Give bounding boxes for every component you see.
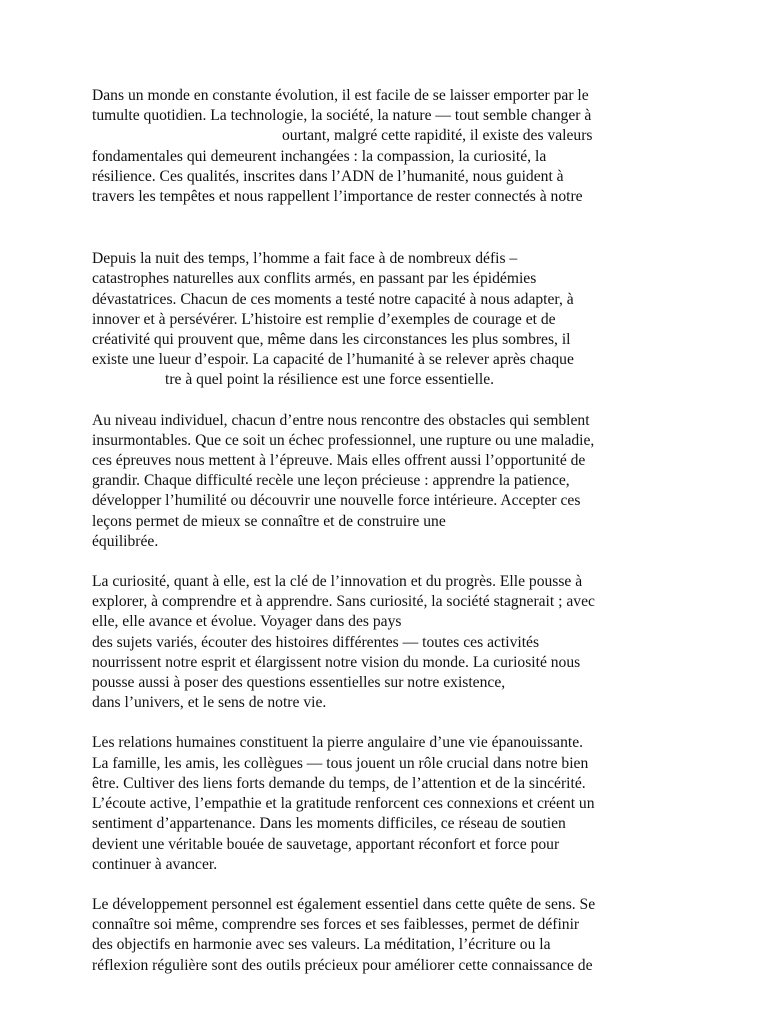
text-line: travers les tempêtes et nous rappellent l’importance de rester connectés à notre (92, 188, 583, 206)
text-line: catastrophes naturelles aux conflits armés, en passant par les épidémies (92, 270, 537, 288)
text-line: être. Cultiver des liens forts demande du temps, de l’attention et de la sincérité. (92, 774, 586, 792)
text-line: nourrissent notre esprit et élargissent notre vision du monde. La curiosité nous (92, 653, 581, 671)
text-line: insurmontables. Que ce soit un échec professionnel, une rupture ou une maladie, (92, 431, 595, 449)
text-line: leçons permet de mieux se connaître et de construire une (92, 512, 446, 530)
text-line: équilibrée. (92, 532, 159, 550)
text-line: tumulte quotidien. La technologie, la société, la nature — tout semble changer à (92, 107, 592, 125)
text-line: dévastatrices. Chacun de ces moments a testé notre capacité à nous adapter, à (92, 290, 574, 308)
text-line: fondamentales qui demeurent inchangées : la compassion, la curiosité, la (92, 147, 547, 165)
paragraph-spacer (92, 207, 682, 249)
text-line: L’écoute active, l’empathie et la gratitude renforcent ces connexions et créent un (92, 795, 595, 813)
text-line: Depuis la nuit des temps, l’homme a fait face à de nombreux défis – (92, 250, 518, 268)
text-line: des objectifs en harmonie avec ses valeurs. La méditation, l’écriture ou la (92, 936, 551, 954)
text-line: Au niveau individuel, chacun d’entre nous rencontre des obstacles qui semblent (92, 411, 590, 429)
text-line: résilience. Ces qualités, inscrites dans l’ADN de l’humanité, nous guident à (92, 167, 564, 185)
paragraph-spacer (92, 391, 682, 411)
text-line: connaître soi même, comprendre ses forces et ses faiblesses, permet de définir (92, 916, 580, 934)
text-line: des sujets variés, écouter des histoires différentes — toutes ces activités (92, 633, 540, 651)
paragraph-2 (92, 249, 682, 390)
text-line: Le développement personnel est également essentiel dans cette quête de sens. Se (92, 895, 596, 913)
document-page (92, 86, 682, 976)
paragraph-spacer (92, 713, 682, 733)
text-line: ces épreuves nous mettent à l’épreuve. Mais elles offrent aussi l’opportunité de (92, 452, 586, 470)
text-line: Les relations humaines constituent la pierre angulaire d’une vie épanouissante. (92, 734, 584, 752)
text-line: pousse aussi à poser des questions essentielles sur notre existence, (92, 674, 506, 692)
text-line: réflexion régulière sont des outils précieux pour améliorer cette connaissance de (92, 956, 593, 974)
text-line: grandir. Chaque difficulté recèle une leçon précieuse : apprendre la patience, (92, 472, 570, 490)
text-line: elle, elle avance et évolue. Voyager dans des pays (92, 613, 402, 631)
paragraph-spacer (92, 552, 682, 572)
text-line: continuer à avancer. (92, 855, 218, 873)
text-line: existe une lueur d’espoir. La capacité de l’humanité à se relever après chaque (92, 351, 574, 369)
text-line: tre à quel point la résilience est une force essentielle. (165, 371, 495, 389)
text-line: explorer, à comprendre et à apprendre. Sans curiosité, la société stagnerait ; avec (92, 593, 595, 611)
text-line: Dans un monde en constante évolution, il est facile de se laisser emporter par le (92, 87, 589, 104)
text-line: dans l’univers, et le sens de notre vie. (92, 694, 327, 712)
text-line: La curiosité, quant à elle, est la clé de l’innovation et du progrès. Elle pousse à (92, 573, 583, 591)
paragraph-5 (92, 733, 682, 874)
paragraph-3 (92, 411, 682, 552)
text-line: développer l’humilité ou découvrir une nouvelle force intérieure. Accepter ces (92, 492, 581, 510)
paragraph-spacer (92, 875, 682, 895)
text-line: devient une véritable bouée de sauvetage, apportant réconfort et force pour (92, 835, 560, 853)
text-line: créativité qui prouvent que, même dans les circonstances les plus sombres, il (92, 331, 571, 349)
text-line: sentiment d’appartenance. Dans les moments difficiles, ce réseau de soutien (92, 815, 566, 833)
text-line: La famille, les amis, les collègues — tous jouent un rôle crucial dans notre bien (92, 754, 589, 772)
paragraph-4 (92, 572, 682, 713)
paragraph-6 (92, 895, 682, 976)
text-line: innover et à persévérer. L’histoire est remplie d’exemples de courage et de (92, 310, 556, 328)
paragraph-1 (92, 86, 682, 207)
text-line: ourtant, malgré cette rapidité, il existe des valeurs (282, 127, 593, 145)
